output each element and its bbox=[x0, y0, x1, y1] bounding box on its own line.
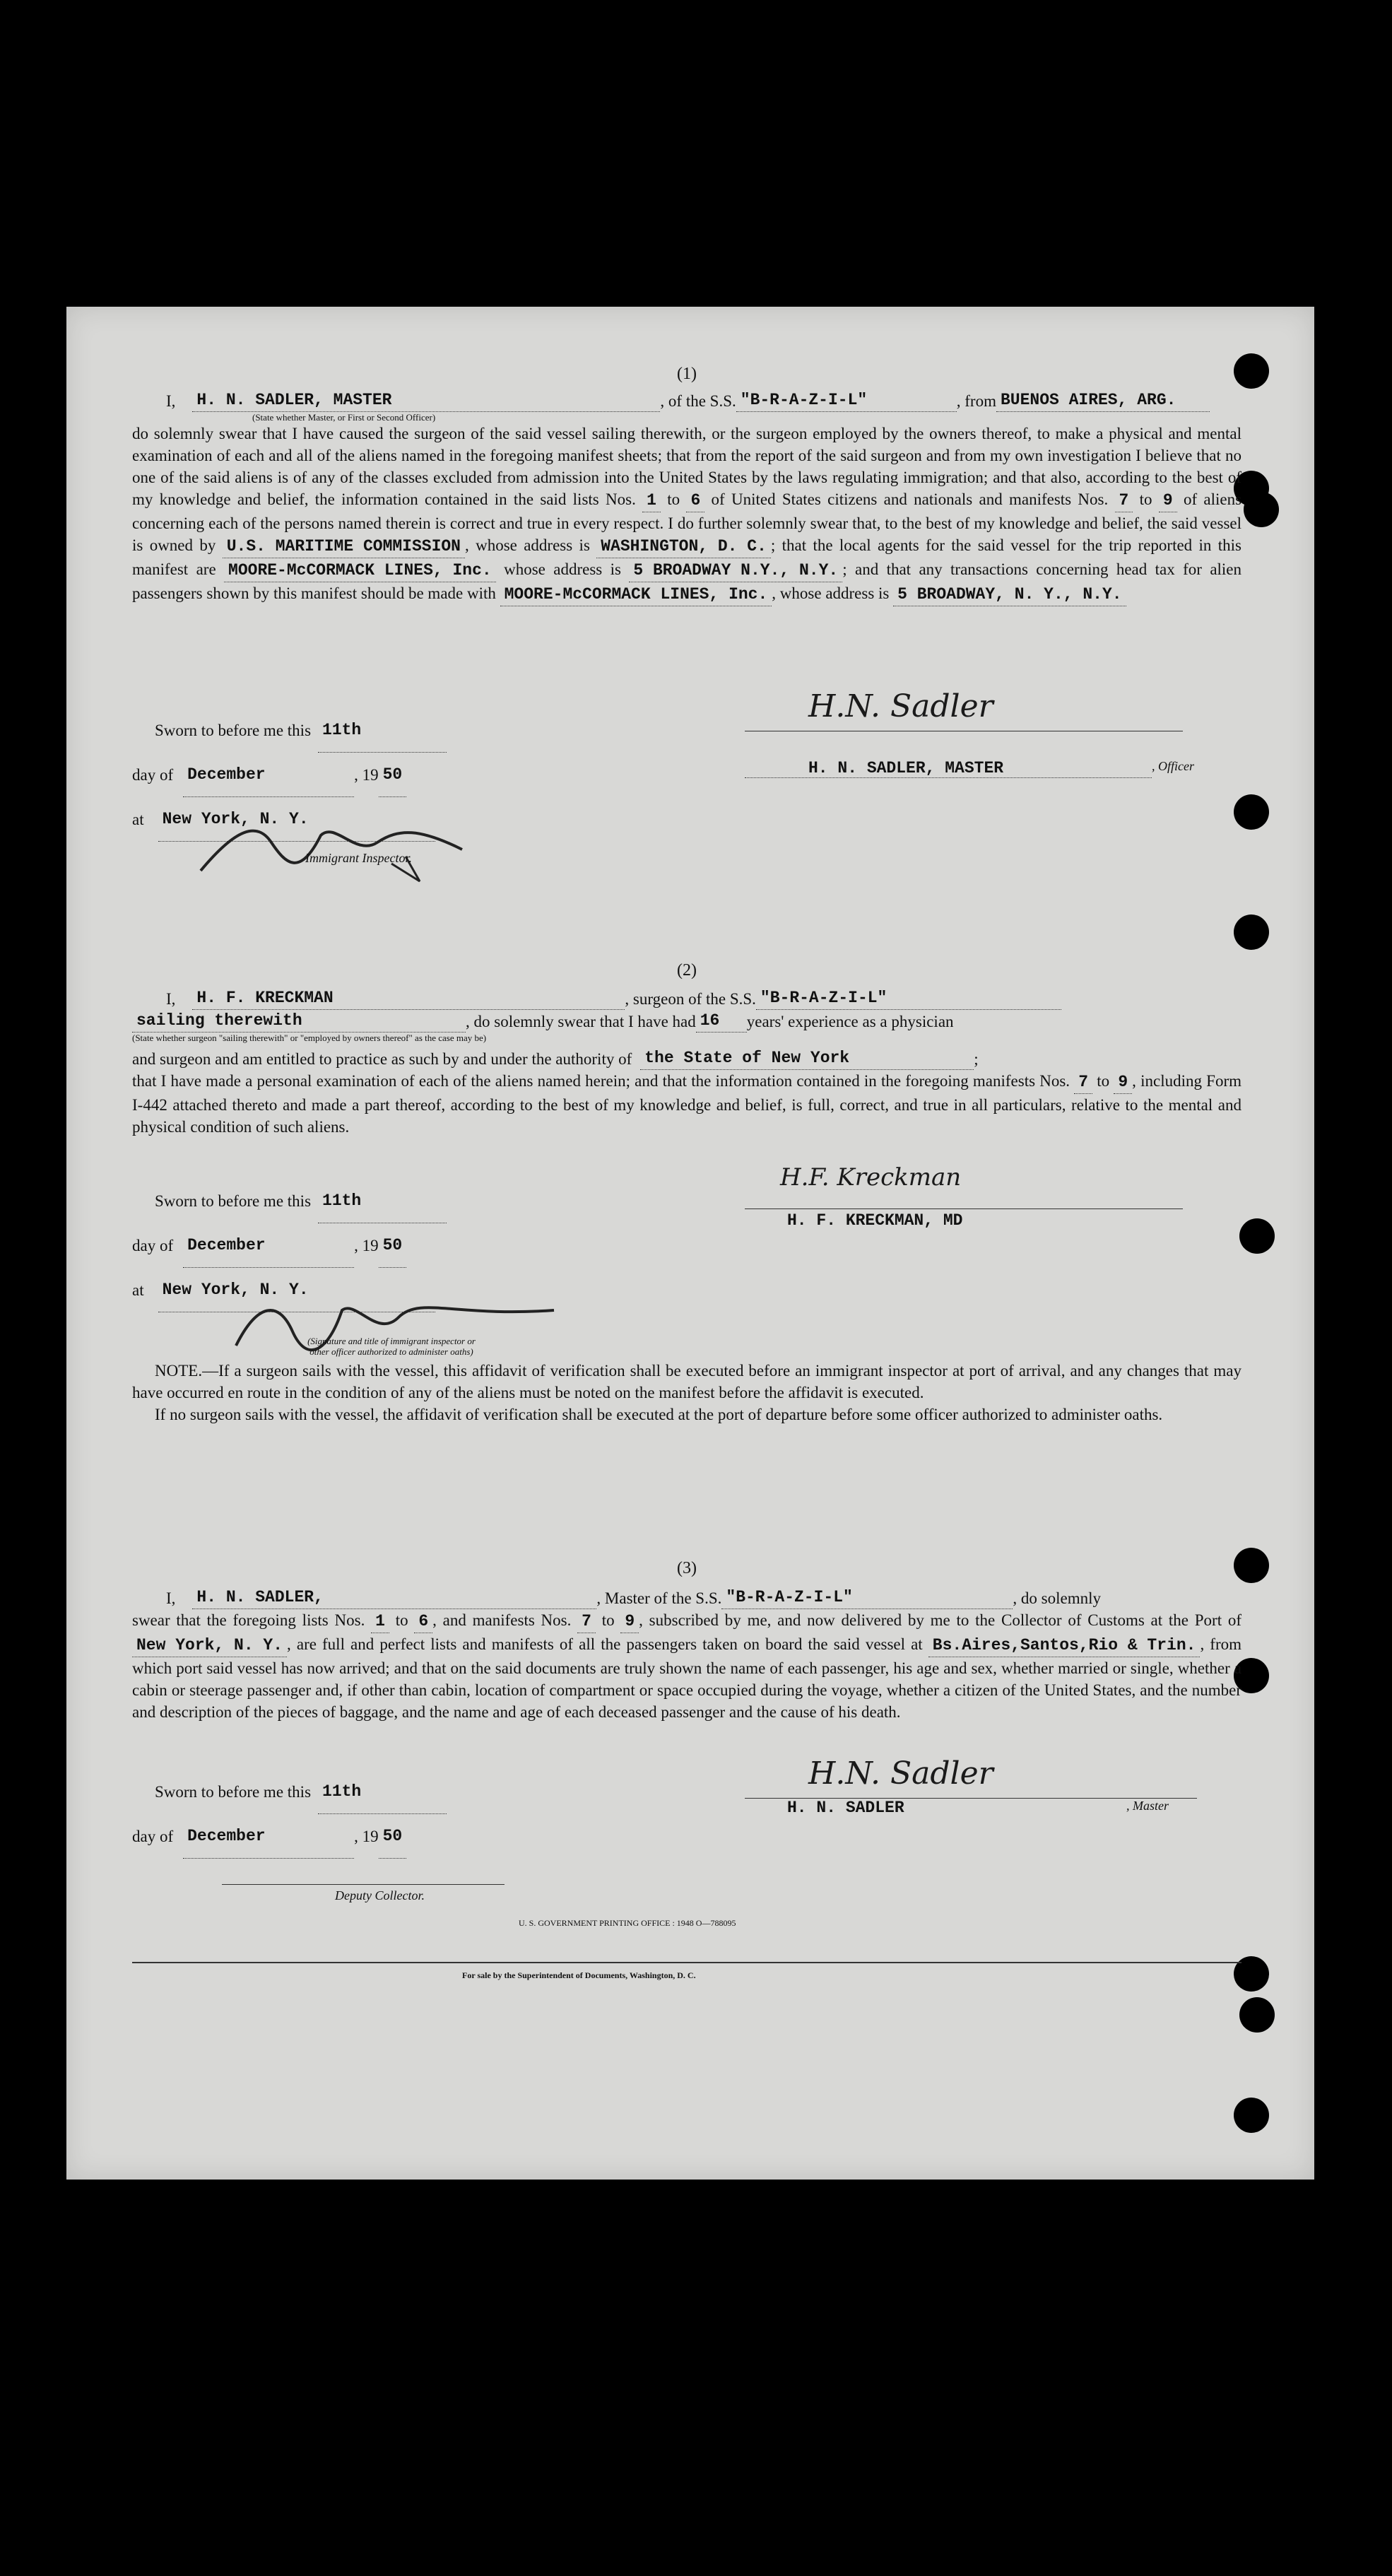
authority-line: and surgeon and am entitled to practice as such by and under the authority of the State of New York ; bbox=[132, 1047, 1241, 1070]
master-label: , Master bbox=[1126, 1799, 1169, 1813]
oath-text-b: , including Form I-442 attached thereto and made a part thereof, according to the best of my knowledge and belief, is full, correct, and true in all particulars, relative to the mental and physical condition of such aliens. bbox=[132, 1072, 1242, 1136]
surgeon-sworn-block bbox=[132, 1179, 627, 1312]
date-line bbox=[132, 1814, 627, 1859]
address-label: , whose address is bbox=[465, 536, 590, 554]
note-text: —If a surgeon sails with the vessel, this affidavit of verification shall be executed before an immigrant inspector at port of arrival, and any changes that may have occurred en route in the condition of any of the aliens must be noted on the manifest before the affidavit is executed. bbox=[132, 1362, 1241, 1401]
inspector-signature bbox=[194, 814, 490, 885]
binder-hole bbox=[1234, 914, 1269, 950]
master-signatory: H. N. SADLER bbox=[787, 1799, 904, 1817]
sworn-day: 11th bbox=[318, 1770, 447, 1814]
inspector-caption: Immigrant Inspector. bbox=[305, 851, 412, 865]
surgeon-header-line bbox=[132, 987, 1241, 1010]
note-paragraph bbox=[132, 1360, 1241, 1404]
oath-text-c: , are full and perfect lists and bbox=[287, 1635, 486, 1653]
year: 50 bbox=[379, 1814, 407, 1859]
swear-text: , do solemnly swear that I have had bbox=[466, 1013, 696, 1030]
binder-hole bbox=[1234, 2098, 1269, 2133]
note-label: NOTE. bbox=[155, 1362, 203, 1380]
manifests-from: 7 bbox=[1115, 490, 1133, 512]
from-port: BUENOS AIRES, ARG. bbox=[996, 389, 1210, 412]
sailing-caption: (State whether surgeon "sailing therewith" or "employed by owners thereof" as the case may be) bbox=[132, 1033, 487, 1043]
oath-text-d: manifests of all the passengers taken on board the said vessel at bbox=[491, 1635, 923, 1653]
lists-from: 1 bbox=[371, 1611, 389, 1633]
of-ss-label: , of the S.S. bbox=[660, 392, 736, 410]
manifests-to: 9 bbox=[1114, 1071, 1132, 1094]
master-sign-line bbox=[745, 1798, 1197, 1817]
local-agents: MOORE-McCORMACK LINES, Inc. bbox=[224, 560, 496, 582]
month: December bbox=[183, 1814, 354, 1859]
lists-from: 1 bbox=[642, 490, 661, 512]
surgeon-note bbox=[132, 1360, 1241, 1425]
surgeon-of-label: , surgeon of the S.S. bbox=[625, 990, 756, 1008]
oath-text-a: that I have made a personal examination of each of the aliens named herein; and that the information contained in the foregoing manifests Nos. bbox=[132, 1072, 1070, 1090]
section-number: (1) bbox=[677, 365, 697, 383]
master-of-label: , Master of the S.S. bbox=[596, 1589, 722, 1607]
years-text: years' experience as a physician bbox=[746, 1013, 954, 1030]
oath-text-e: , from which bbox=[132, 1635, 1241, 1677]
surgeon-name: H. F. KRECKMAN bbox=[192, 987, 625, 1010]
manifests-from: 7 bbox=[1074, 1071, 1092, 1094]
oath-text-b: delivered by me to the Collector of Customs at the Port of bbox=[841, 1611, 1242, 1629]
oath-text-f: port said vessel has now arrived; and that on the said documents are truly shown the name of each passenger, his age and sex, whether married or single, whether a cabin or steerage passenger and, if other than cabin, location of compartment or space occupied during the voyage, whether a citizen of the United States, and the number and description of the pieces of baggage, and the name and age of each deceased passenger and the cause of his death. bbox=[132, 1659, 1242, 1721]
oath-text-e: ; and that any transactions concerning head tax for alien passengers shown by this manifest should be made with bbox=[132, 560, 1242, 602]
manifests-from: 7 bbox=[577, 1611, 596, 1633]
sailing-line bbox=[132, 1010, 1241, 1033]
sworn-line bbox=[155, 1179, 627, 1223]
at-label: at bbox=[132, 1281, 144, 1299]
oath-text-a: swear that the foregoing lists Nos. bbox=[132, 1611, 365, 1629]
date-line bbox=[132, 753, 627, 797]
to-label: to bbox=[667, 490, 680, 508]
sworn-line bbox=[155, 1770, 627, 1814]
year-prefix: , 19 bbox=[354, 1237, 379, 1254]
year: 50 bbox=[379, 1223, 407, 1268]
sworn-day: 11th bbox=[318, 1179, 447, 1223]
official-caption: (Signature and title of immigrant inspector or other officer authorized to administer oaths) bbox=[307, 1336, 476, 1357]
delivery-oath-text bbox=[132, 1609, 1241, 1723]
officer-name: H. N. SADLER, MASTER bbox=[192, 389, 660, 412]
manifests-label: , and manifests Nos. bbox=[432, 1611, 572, 1629]
surgeon-affidavit bbox=[132, 960, 1241, 1138]
owner-address: WASHINGTON, D. C. bbox=[596, 536, 771, 558]
binder-hole bbox=[1239, 1218, 1275, 1254]
sworn-label: Sworn to before me this bbox=[155, 1192, 312, 1210]
place: New York, N. Y. bbox=[158, 797, 435, 842]
agents-address: 5 BROADWAY N.Y., N.Y. bbox=[629, 560, 842, 582]
master-header-line bbox=[132, 389, 1241, 412]
section-number: (2) bbox=[677, 961, 697, 980]
master-header-line bbox=[132, 1587, 1241, 1609]
master-signature: H.N. Sadler bbox=[808, 1755, 993, 1792]
headtax-address: 5 BROADWAY, N. Y., N.Y. bbox=[893, 584, 1126, 606]
note-paragraph-2: If no surgeon sails with the vessel, the affidavit of verification shall be executed at the port of departure before some officer authorized to administer oaths. bbox=[155, 1406, 1163, 1423]
binder-hole bbox=[1234, 794, 1269, 830]
manifests-to: 9 bbox=[1159, 490, 1177, 512]
lists-to: 6 bbox=[414, 1611, 432, 1633]
ship-name: "B-R-A-Z-I-L" bbox=[756, 987, 1061, 1010]
to-label: to bbox=[1097, 1072, 1110, 1090]
place: New York, N. Y. bbox=[158, 1268, 435, 1312]
signature-rule bbox=[745, 1208, 1183, 1209]
master-signatory: H. N. SADLER, MASTER bbox=[745, 759, 1152, 778]
surgeon-signature: H.F. Kreckman bbox=[780, 1163, 962, 1192]
years-experience: 16 bbox=[696, 1010, 747, 1033]
sale-notice: For sale by the Superintendent of Documents, Washington, D. C. bbox=[462, 1970, 696, 1980]
authority: the State of New York bbox=[640, 1047, 974, 1070]
delivery-sworn-block bbox=[132, 1770, 627, 1859]
oath-text-a: do solemnly swear that I have caused the surgeon of the said vessel sailing therewith, or the surgeon employed by the owners thereof, to make a physical and mental examination of each and all of the aliens named in the foregoing manifest sheets; that from the report of the said surgeon and from my own investigation I believe that no one of the said aliens is of any of the classes excluded from admission into the United States by the laws regulating immigration; and that also, according to the best of my knowledge and belief, the information contained in the said lists Nos. bbox=[132, 425, 1241, 508]
to-label: to bbox=[601, 1611, 615, 1629]
manifest-affidavit-sheet bbox=[66, 307, 1314, 2180]
to-label: to bbox=[1139, 490, 1152, 508]
from-label: , from bbox=[956, 392, 996, 410]
i-label: I, bbox=[166, 990, 176, 1008]
i-label: I, bbox=[166, 392, 176, 410]
day-of-label: day of bbox=[132, 766, 174, 784]
officer-label: , Officer bbox=[1152, 759, 1194, 773]
subscribed-text: , subscribed by me, and now bbox=[639, 1611, 835, 1629]
surgeon-signatory: H. F. KRECKMAN, MD bbox=[787, 1211, 963, 1230]
oath-text-d: ; that the local agents for the said vessel for the trip reported in this manifest are bbox=[132, 536, 1242, 578]
sworn-line bbox=[155, 708, 627, 753]
boarded-at: Bs.Aires,Santos,Rio & Trin. bbox=[928, 1635, 1201, 1657]
gpo-imprint: U. S. GOVERNMENT PRINTING OFFICE : 1948 O—788095 bbox=[519, 1918, 736, 1928]
sworn-label: Sworn to before me this bbox=[155, 1783, 312, 1801]
master-oath-text bbox=[132, 423, 1241, 606]
section-number: (3) bbox=[677, 1559, 697, 1577]
deputy-rule bbox=[222, 1884, 505, 1885]
binder-hole bbox=[1239, 1997, 1275, 2033]
sworn-day: 11th bbox=[318, 708, 447, 753]
surgeon-oath-text bbox=[132, 1070, 1241, 1138]
month: December bbox=[183, 753, 354, 797]
i-label: I, bbox=[166, 1589, 176, 1607]
footer-rule bbox=[132, 1962, 1241, 1963]
master-delivery-affidavit bbox=[132, 1558, 1241, 1723]
headtax-with: MOORE-McCORMACK LINES, Inc. bbox=[500, 584, 772, 606]
authority-text: and surgeon and am entitled to practice as such by and under the authority of bbox=[132, 1050, 632, 1068]
to-label: to bbox=[395, 1611, 408, 1629]
day-of-label: day of bbox=[132, 1237, 174, 1254]
master-name: H. N. SADLER, bbox=[192, 1587, 596, 1609]
deputy-caption: Deputy Collector. bbox=[335, 1888, 425, 1902]
port-of-delivery: New York, N. Y. bbox=[132, 1635, 287, 1657]
master-signature: H.N. Sadler bbox=[808, 688, 993, 724]
vessel-owner: U.S. MARITIME COMMISSION bbox=[223, 536, 465, 558]
master-officer-line bbox=[745, 759, 1197, 778]
binder-hole bbox=[1244, 492, 1279, 527]
lists-to: 6 bbox=[686, 490, 704, 512]
sailing-status: sailing therewith bbox=[132, 1010, 466, 1033]
year-prefix: , 19 bbox=[354, 766, 379, 784]
manifests-to: 9 bbox=[620, 1611, 639, 1633]
ship-name: "B-R-A-Z-I-L" bbox=[736, 389, 957, 412]
year: 50 bbox=[379, 753, 407, 797]
at-label: at bbox=[132, 811, 144, 828]
master-affidavit bbox=[132, 363, 1241, 606]
sworn-label: Sworn to before me this bbox=[155, 722, 312, 739]
ship-name: "B-R-A-Z-I-L" bbox=[721, 1587, 1013, 1609]
year-prefix: , 19 bbox=[354, 1828, 379, 1845]
oath-text-b: of United States citizens and nationals and manifests Nos. bbox=[711, 490, 1109, 508]
address-label: , whose address is bbox=[772, 584, 890, 602]
address-label: whose address is bbox=[504, 560, 621, 578]
oath-text-c: of aliens concerning each of the persons named therein is correct and true in every respect. I do further solemnly swear that, to the best of my knowledge and belief, the said vessel is owned by bbox=[132, 490, 1242, 554]
date-line bbox=[132, 1223, 627, 1268]
officer-caption: (State whether Master, or First or Second Officer) bbox=[252, 412, 436, 423]
day-of-label: day of bbox=[132, 1828, 174, 1845]
solemnly-text: , do solemnly bbox=[1013, 1589, 1101, 1607]
month: December bbox=[183, 1223, 354, 1268]
